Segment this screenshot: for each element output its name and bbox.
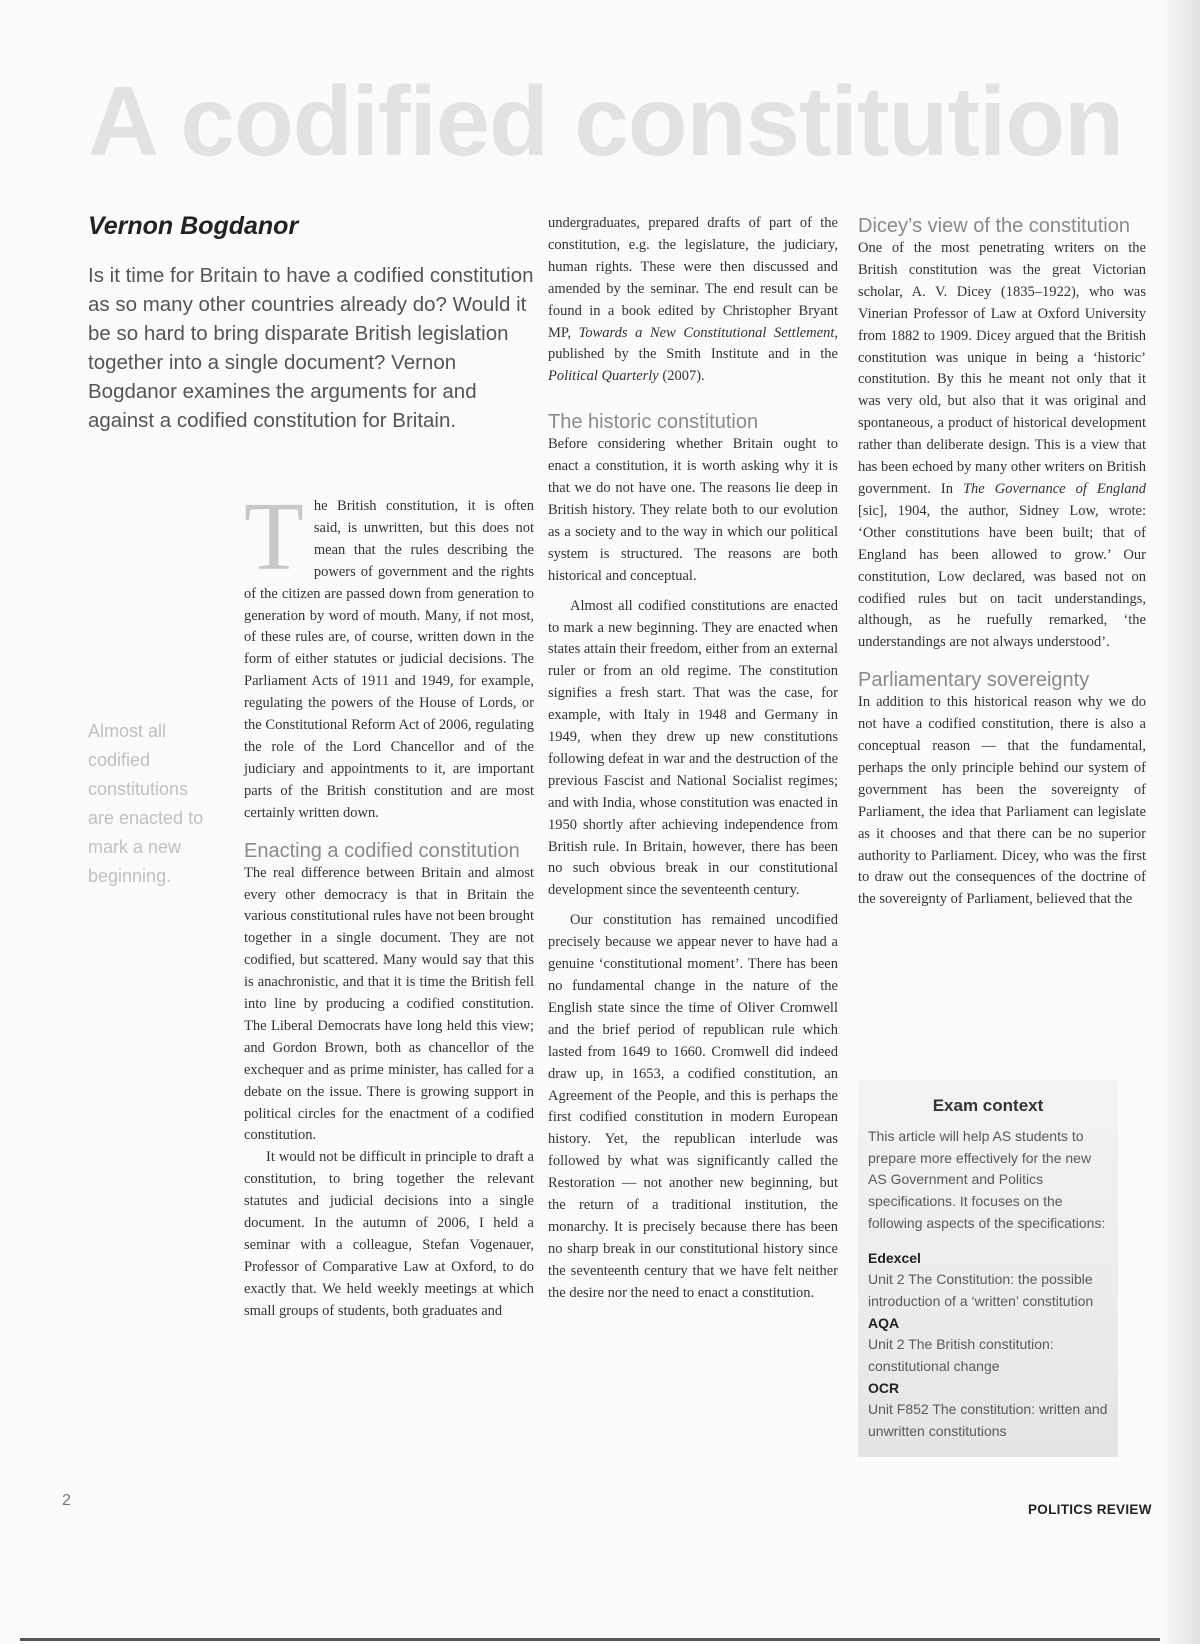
- exam-gap: [868, 1235, 1108, 1248]
- historic-paragraph-2: Almost all codified constitutions are enacted to mark a new beginning. They are enacted when states attain their freedom, either from an external ruler or from an old regime. The constitution signifies a fresh start. That was the case, for example, with Italy in 1948 and Germany in 1949, when they drew up new constitutions following defeat in war and the destruction of the previous Fascist and National Socialist regimes; and with India, whose constitution was enacted in 1950 shortly after achieving independence from British rule. In Britain, however, there has been no such obvious break in our constitutional development since the seventeenth century.: [548, 597, 838, 899]
- board-aqa: AQA: [868, 1314, 900, 1331]
- unit-ocr: Unit F852 The constitution: written and unwritten constitutions: [868, 1401, 1108, 1440]
- bottom-rule: [20, 1638, 1160, 1641]
- standfirst: Is it time for Britain to have a codified constitution as so many other countries already do? Would it be so hard to bring disparate British legislation together into a single document? Vernon Bogdanor examines the arguments for and against a codified constitution for Britain.: [88, 264, 534, 432]
- column-3: [858, 214, 1146, 911]
- column-2: [548, 213, 838, 1305]
- book-title: Towards a New Constitutional Settlement: [578, 324, 835, 341]
- heading-enacting: Enacting a codified constitution: [244, 839, 520, 862]
- p2-cont-b: , published by the Smith Institute and in the: [548, 324, 838, 363]
- article-title: A codified constitution: [88, 66, 1123, 176]
- p2-cont-c: (2007).: [658, 368, 705, 385]
- dicey-text-a: One of the most penetrating writers on the British constitution was the great Victorian scholar, A. V. Dicey (1835–1922), who was Vinerian Professor of Law at Oxford University from 1882 to 1909. Dicey argued that the British constitution was unique in being a ‘historic’ constitution. By this he meant not only that it was very old, but also that it was original and spontaneous, a product of historical development rather than deliberate design. This is a view that has been echoed by many other writers on British government. In: [858, 240, 1146, 497]
- enacting-paragraph-1: The real difference between Britain and almost every other democracy is that in Britain the various constitutional rules have not been brought together in a single document. They are not codified, but scattered. Many would say that this is anachronistic, and that it is time the British fell into line by producing a codified constitution. The Liberal Democrats have long held this view; and Gordon Brown, both as chancellor of the exchequer and as prime minister, has called for a debate on the issue. There is growing support in political circles for the enactment of a codified constitution.: [244, 864, 534, 1144]
- column-1: [244, 483, 534, 1323]
- enacting-paragraph-2-continued: [548, 213, 838, 388]
- enacting-paragraph-2: It would not be difficult in principle to draft a constitution, to bring together the relevant statutes and judicial decisions into a single document. In the autumn of 2006, I held a seminar with a colleague, Stefan Vogenauer, Professor of Comparative Law at Oxford, to do exactly that. We held weekly meetings at which small groups of students, both graduates and: [244, 1149, 534, 1319]
- dicey-text-b: [sic], 1904, the author, Sidney Low, wrote: ‘Other constitutions have been built; that of England has been allowed to grow.’ Our constitution, Low declared, was based not on codified rules but on tacit understandings, although, as he ruefully remarked, ‘the understandings are not always understood’.: [858, 502, 1146, 651]
- board-edexcel: Edexcel: [868, 1249, 921, 1266]
- exam-context-intro: This article will help AS students to prepare more effectively for the new AS Government and Politics specifications. It focuses on the following aspects of the specifications:: [868, 1128, 1106, 1231]
- scan-shadow: [1160, 0, 1200, 1644]
- journal-title: Political Quarterly: [548, 368, 659, 385]
- p2-cont-a: undergraduates, prepared drafts of part of the constitution, e.g. the legislature, the judiciary, human rights. These were then discussed and amended by the seminar. The end result can be found in a book edited by Christopher Bryant MP,: [548, 215, 838, 341]
- drop-cap: T: [244, 483, 304, 591]
- heading-historic: The historic constitution: [548, 411, 759, 434]
- unit-edexcel: Unit 2 The Constitution: the possible introduction of a ‘written’ constitution: [868, 1271, 1094, 1309]
- intro-text: he British constitution, it is often said, is unwritten, but this does not mean that the rules describing the powers of government and the rights of the citizen are passed down from generation to generation by word of mouth. Many, if not most, of these rules are, of course, written down in the form of either statutes or judicial decisions. The Parliament Acts of 1911 and 1949, for example, regulating the powers of the House of Lords, or the Constitutional Reform Act of 2006, regulating the role of the Lord Chancellor and of the judiciary and appointments to it, are important parts of the British constitution and are most certainly written down.: [244, 498, 534, 821]
- heading-dicey: Dicey’s view of the constitution: [858, 215, 1130, 237]
- unit-aqa: Unit 2 The British constitution: constitutional change: [868, 1336, 1054, 1375]
- board-ocr: OCR: [868, 1379, 900, 1396]
- heading-sovereignty: Parliamentary sovereignty: [858, 669, 1090, 692]
- sovereignty-paragraph: In addition to this historical reason why we do not have a codified constitution, there is also a conceptual reason — that the fundamental, perhaps the only principle behind our system of government has been the sovereignty of Parliament, the idea that Parliament can legislate as it chooses and that there can be no superior authority to Parliament. Dicey, who was the first to draw out the consequences of the doctrine of the sovereignty of Parliament, believed that the: [858, 694, 1146, 908]
- dicey-paragraph: [858, 238, 1146, 654]
- magazine-footer: POLITICS REVIEW: [1028, 1502, 1152, 1517]
- exam-context-box: [858, 1080, 1118, 1457]
- dicey-book-title: The Governance of England: [962, 480, 1146, 497]
- historic-paragraph-1: Before considering whether Britain ought to enact a constitution, it is worth asking why it is that we do not have one. The reasons lie deep in British history. They relate both to our evolution as a society and to the way in which our political system is structured. The reasons are both historical and conceptual.: [548, 436, 838, 584]
- exam-context-heading: Exam context: [932, 1096, 1044, 1115]
- pull-quote: Almost all codified constitutions are enacted to mark a new beginning.: [88, 721, 204, 886]
- author-byline: Vernon Bogdanor: [88, 212, 299, 240]
- page-number: 2: [62, 1492, 71, 1509]
- historic-paragraph-3: Our constitution has remained uncodified precisely because we appear never to have had a genuine ‘constitutional moment’. There has been no fundamental change in the nature of the English state since the time of Oliver Cromwell and the brief period of republican rule which lasted from 1649 to 1660. Cromwell did indeed draw up, in 1653, a codified constitution, an Agreement of the People, and this is perhaps the first codified constitution in modern European history. Yet, the republican interlude was followed by what was significantly called the Restoration — not another new beginning, but the return of a traditional institution, the monarchy. It is precisely because there has been no sharp break in our constitutional history since the seventeenth century that we have felt neither the desire nor the need to enact a constitution.: [548, 912, 838, 1301]
- intro-paragraph: [244, 483, 534, 825]
